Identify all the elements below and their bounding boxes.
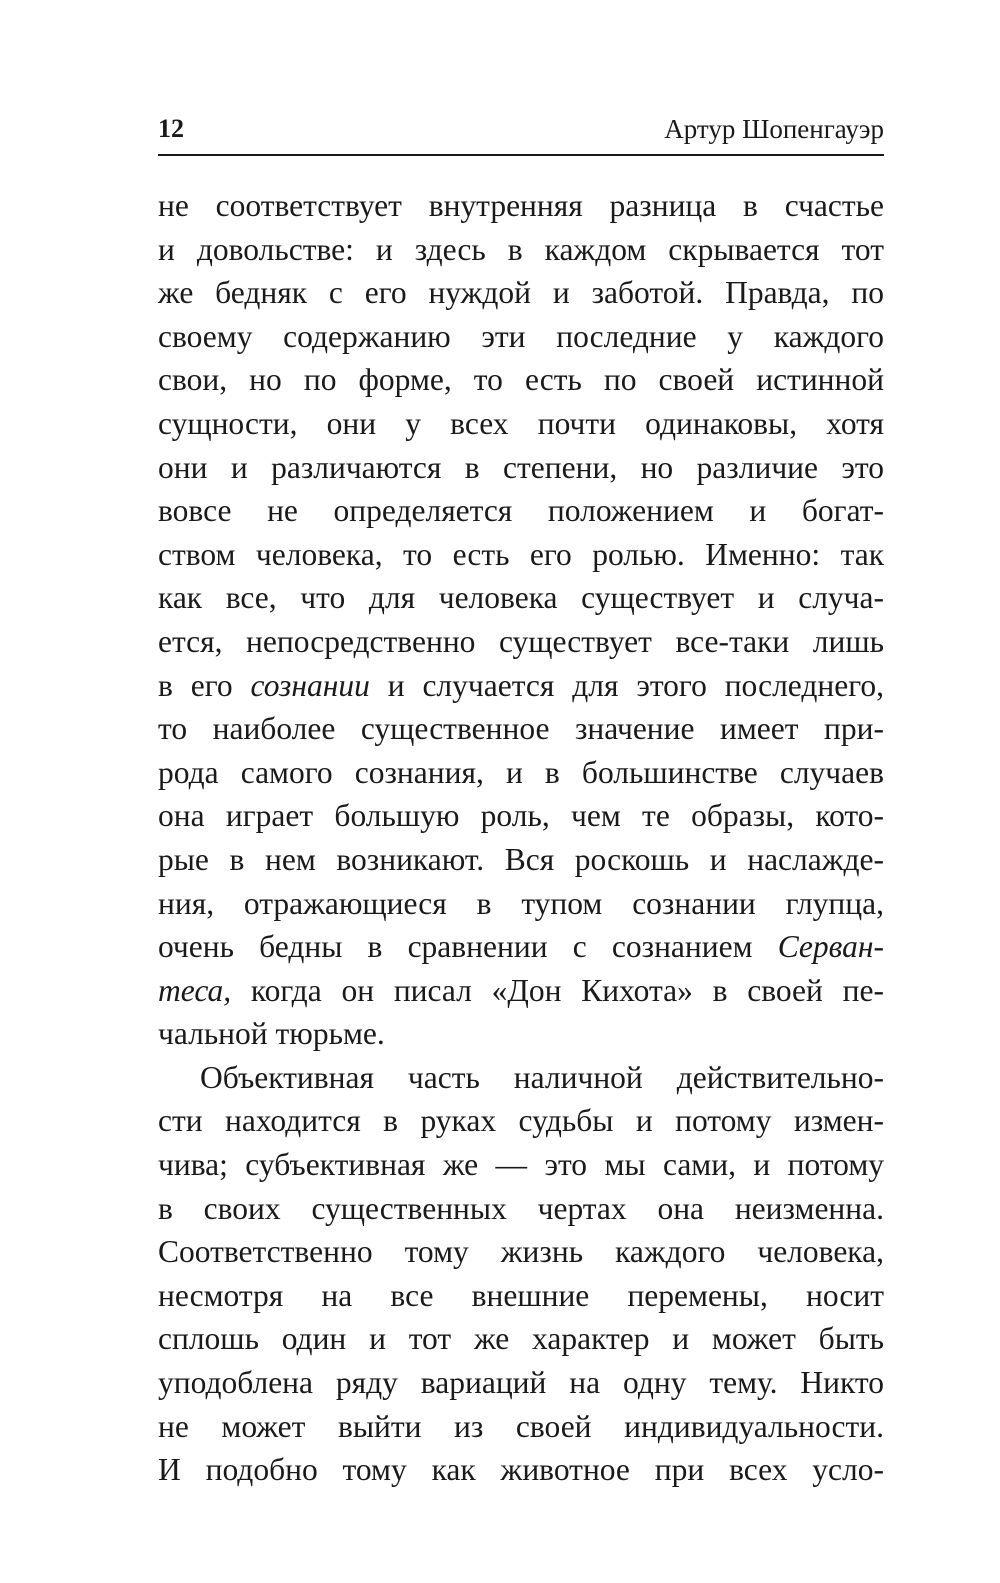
text-line: ством человека, то есть его ролью. Именно: так bbox=[158, 536, 884, 572]
text-line: свои, но по форме, то есть по своей истинной bbox=[158, 362, 884, 398]
text-line: ется, непосредственно существует все-таки лишь bbox=[158, 623, 884, 659]
text-line: несмотря на все внешние перемены, носит bbox=[158, 1277, 884, 1313]
text-line: сущности, они у всех почти одинаковы, хотя bbox=[158, 405, 884, 441]
text-line: Соответственно тому жизнь каждого человека, bbox=[158, 1234, 884, 1270]
text-line-paragraph-start: Объективная часть наличной действительно- bbox=[200, 1059, 884, 1095]
text-segment: когда он писал «Дон Кихота» в своей пе- bbox=[231, 972, 884, 1008]
text-line: в своих существенных чертах она неизменна. bbox=[158, 1190, 884, 1226]
text-line: своему содержанию эти последние у каждого bbox=[158, 318, 884, 354]
text-line bbox=[158, 664, 884, 708]
text-line: не может выйти из своей индивидуальности. bbox=[158, 1408, 884, 1444]
text-line: уподоблена ряду вариаций на одну тему. Никто bbox=[158, 1365, 884, 1401]
text-segment: в его bbox=[158, 667, 251, 703]
text-line: сти находится в руках судьбы и потому измен- bbox=[158, 1103, 884, 1139]
text-line-paragraph-end: чальной тюрьме. bbox=[158, 1016, 385, 1052]
text-line: рые в нем возникают. Вся роскошь и наслажде- bbox=[158, 841, 884, 877]
body-text bbox=[158, 184, 884, 1492]
italic-term: сознании bbox=[250, 667, 370, 703]
text-line: И подобно тому как животное при всех усло- bbox=[158, 1452, 884, 1488]
text-line: же бедняк с его нуждой и заботой. Правда, по bbox=[158, 275, 884, 311]
text-line: то наиболее существенное значение имеет при- bbox=[158, 711, 884, 747]
page-number: 12 bbox=[158, 114, 184, 143]
text-line bbox=[158, 969, 884, 1013]
text-line: не соответствует внутренняя разница в счастье bbox=[158, 188, 884, 223]
text-line: они и различаются в степени, но различие это bbox=[158, 449, 884, 485]
text-line: рода самого сознания, и в большинстве случаев bbox=[158, 754, 884, 790]
text-line: и довольстве: и здесь в каждом скрывается тот bbox=[158, 231, 884, 267]
text-line: вовсе не определяется положением и богат- bbox=[158, 493, 884, 529]
text-line: она играет большую роль, чем те образы, кото- bbox=[158, 798, 884, 834]
text-line: ния, отражающиеся в тупом сознании глупца, bbox=[158, 885, 884, 921]
text-segment: очень бедны в сравнении с сознанием bbox=[158, 929, 778, 965]
text-segment: и случается для этого последнего, bbox=[369, 667, 884, 703]
italic-term: Серван- bbox=[777, 929, 884, 965]
text-line: как все, что для человека существует и случа- bbox=[158, 580, 884, 616]
text-line bbox=[158, 925, 884, 969]
text-line: сплошь один и тот же характер и может быть bbox=[158, 1321, 884, 1357]
italic-term: теса, bbox=[158, 972, 232, 1008]
running-head-author: Артур Шопенгауэр bbox=[664, 114, 884, 144]
running-header bbox=[158, 112, 884, 156]
text-line: чива; субъективная же — это мы сами, и потому bbox=[158, 1147, 884, 1183]
